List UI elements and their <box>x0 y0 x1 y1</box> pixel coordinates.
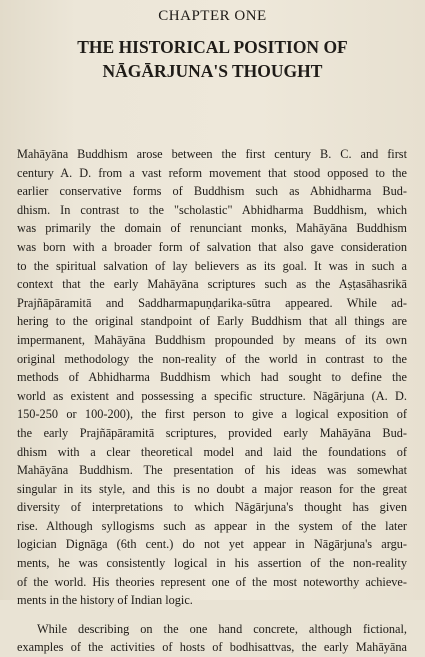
text-line: Prajñāpāramitā and Saddharmapuṇḍarika-sūtra appeared. While ad- <box>17 295 407 310</box>
text-line: ments, he was consistently logical in his assertion of the non-reality <box>17 556 407 571</box>
text-line: diversity of interpretations to which Nāgārjuna's thought has given <box>17 500 407 515</box>
text-line: of the world. His theories represent one of the most noteworthy achieve- <box>17 574 407 589</box>
paragraph-2 <box>17 620 407 657</box>
paragraph-1 <box>17 145 407 610</box>
text-line: rise. Although syllogisms such as appear in the system of the later <box>17 518 407 533</box>
chapter-title-line-1: THE HISTORICAL POSITION OF <box>77 37 348 57</box>
text-line: hering to the original standpoint of Early Buddhism that all things are <box>17 314 407 329</box>
text-line: original methodology the non-reality of the world in contrast to the <box>17 351 407 366</box>
chapter-label: CHAPTER ONE <box>158 8 267 24</box>
text-line: century A. D. from a vast reform movement that stood opposed to the <box>17 165 407 180</box>
text-line: singular in its style, and this is no doubt a major reason for the great <box>17 481 407 496</box>
text-line: to the spiritual salvation of lay believers as its goal. It was in such a <box>17 258 407 273</box>
text-line: Mahāyāna Buddhism. The presentation of his ideas was somewhat <box>17 463 407 478</box>
text-line: 150-250 or 100-200), the first person to give a logical exposition of <box>17 407 407 422</box>
text-line: was born with a broader form of salvation that also gave consideration <box>17 239 407 254</box>
text-line: context that the early Mahāyāna scriptures such as the Aṣṭasāhasrikā <box>17 277 407 292</box>
chapter-title <box>0 35 425 83</box>
text-line: methods of Abhidharma Buddhism which had sought to define the <box>17 370 407 385</box>
text-line: Mahāyāna Buddhism arose between the first century B. C. and first <box>17 147 407 161</box>
body-text <box>17 145 407 657</box>
text-line: ments in the history of Indian logic. <box>17 593 193 608</box>
text-line: the early Prajñāpāramitā scriptures, provided early Mahāyāna Bud- <box>17 425 407 440</box>
text-line: world as existent and possessing a specific structure. Nāgārjuna (A. D. <box>17 388 407 403</box>
text-line: examples of the activities of hosts of bodhisattvas, the early Mahāyāna <box>17 640 407 655</box>
text-line: impermanent, Mahāyāna Buddhism propounded by means of its own <box>17 332 407 347</box>
text-line: logician Dignāga (6th cent.) do not yet appear in Nāgārjuna's argu- <box>17 537 407 552</box>
chapter-title-line-2: NĀGĀRJUNA'S THOUGHT <box>102 61 323 81</box>
text-line: dhism with a clear theoretical model and laid the foundations of <box>17 444 407 459</box>
text-line: was primarily the domain of renunciant monks, Mahāyāna Buddhism <box>17 221 407 236</box>
text-line: dhism. In contrast to the "scholastic" Abhidharma Buddhism, which <box>17 202 407 217</box>
text-line: earlier conservative forms of Buddhism such as Abhidharma Bud- <box>17 184 407 199</box>
text-line: While describing on the one hand concrete, although fictional, <box>37 621 407 636</box>
